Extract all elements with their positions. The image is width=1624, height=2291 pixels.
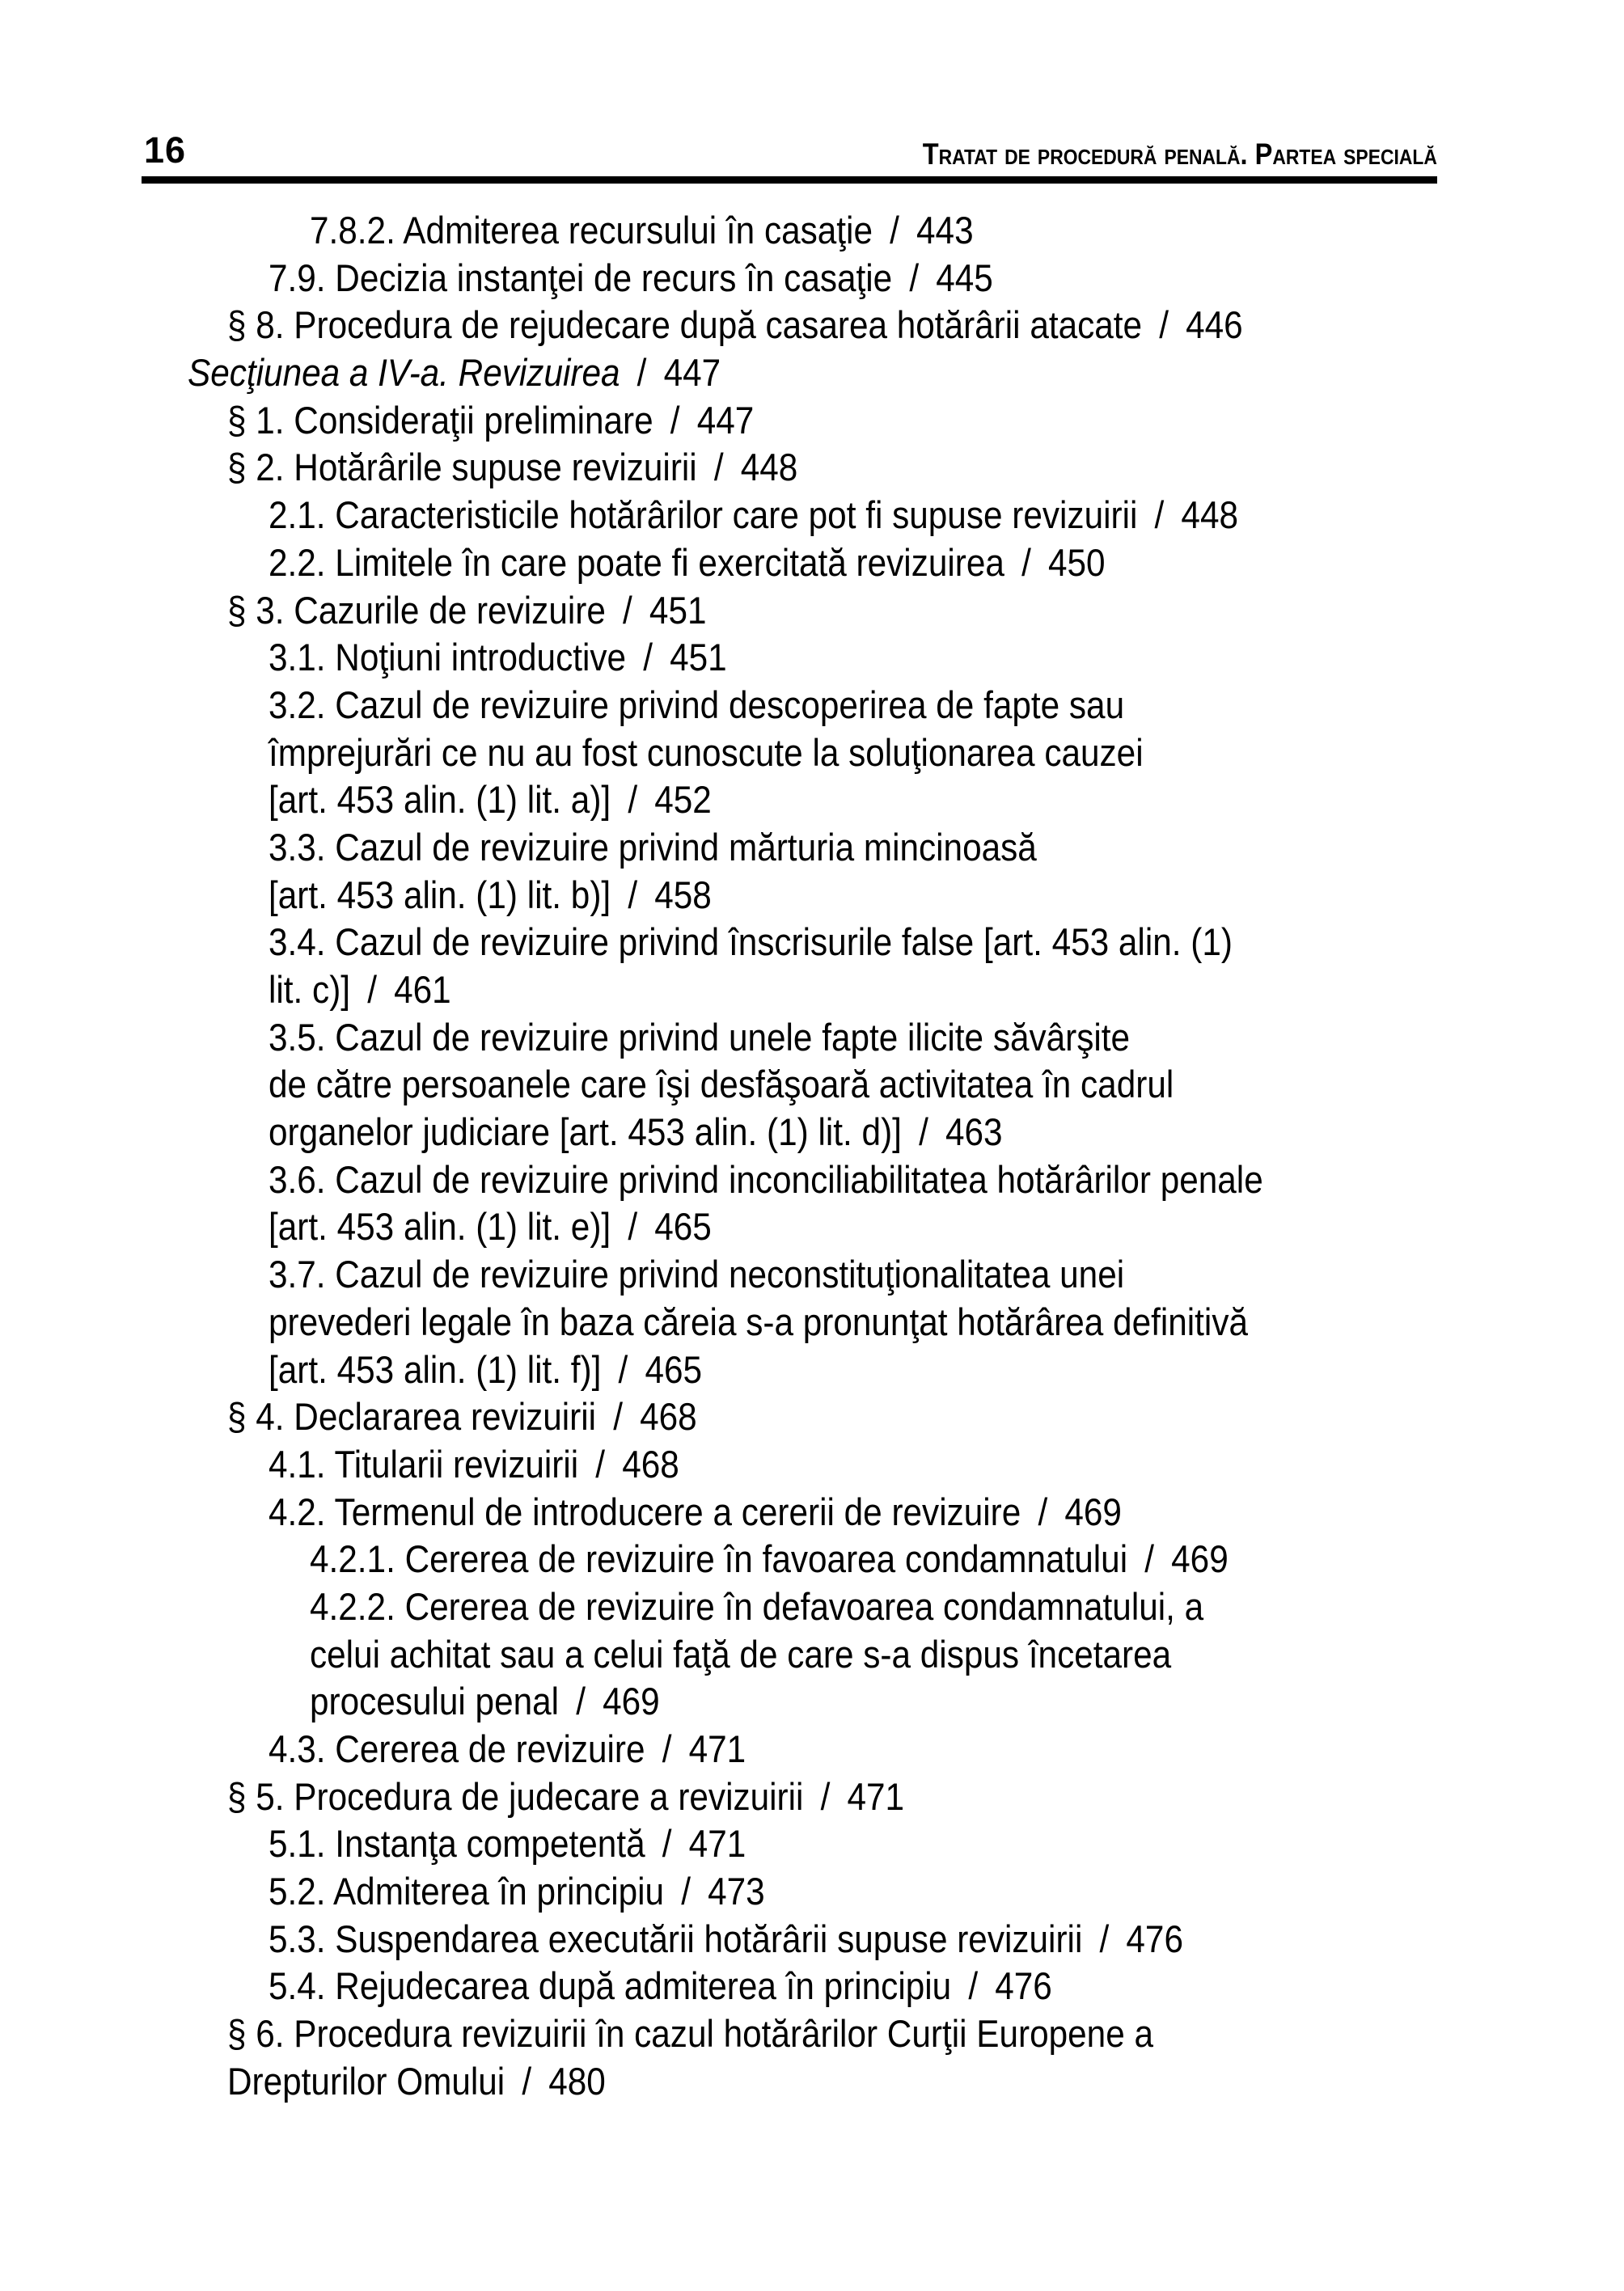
toc-entry-text: 3.5. Cazul de revizuire privind unele fapte ilicite săvârşite — [269, 1015, 1131, 1059]
toc-page-ref: / 465 — [601, 1348, 702, 1391]
toc-entry-text: [art. 453 alin. (1) lit. a)] — [269, 778, 611, 822]
toc-entry-text: [art. 453 alin. (1) lit. f)] — [269, 1347, 602, 1391]
toc-line-inner — [269, 776, 712, 824]
toc-line — [0, 919, 1624, 966]
toc-line — [0, 1251, 1624, 1299]
toc-entry-text: § 2. Hotărârile supuse revizuirii — [227, 446, 697, 489]
toc-entry-text: 4.2. Termenul de introducere a cererii de revizuire — [269, 1490, 1021, 1533]
toc-line — [0, 1061, 1624, 1109]
toc-line — [0, 1916, 1624, 1963]
toc-entry-text: 4.1. Titularii revizuirii — [269, 1442, 579, 1486]
toc-page-ref: / 446 — [1142, 303, 1243, 346]
toc-line — [0, 255, 1624, 302]
toc-line — [0, 1868, 1624, 1916]
toc-line — [0, 1820, 1624, 1868]
toc-entry-text: § 6. Procedura revizuirii în cazul hotărârilor Curţii Europene a — [227, 2012, 1153, 2056]
toc-line — [0, 1536, 1624, 1583]
page-number: 16 — [144, 129, 187, 171]
toc-page-ref: / 468 — [578, 1443, 679, 1486]
toc-page-ref: / 451 — [626, 636, 727, 678]
toc-entry-text: de către persoanele care îşi desfăşoară activitatea în cadrul — [269, 1063, 1174, 1106]
toc-page-ref: / 447 — [653, 399, 755, 442]
header-rule — [142, 176, 1437, 184]
toc-line — [0, 397, 1624, 445]
toc-page-ref: / 452 — [611, 778, 712, 821]
toc-page-ref: / 476 — [951, 1964, 1052, 2007]
toc-page-ref: / 450 — [1004, 541, 1106, 584]
toc-line — [0, 872, 1624, 919]
toc-entry-text: 3.2. Cazul de revizuire privind descoperirea de fapte sau — [269, 683, 1125, 726]
toc-entry-text: Secţiunea a IV-a. Revizuirea — [188, 351, 620, 395]
toc-line-inner — [269, 682, 1124, 729]
toc-line-inner — [269, 1820, 746, 1868]
toc-line — [0, 776, 1624, 824]
toc-line — [0, 1583, 1624, 1631]
toc-line-inner — [269, 1963, 1052, 2010]
toc-line-inner — [310, 1583, 1203, 1631]
toc-line — [0, 1489, 1624, 1536]
toc-entry-text: organelor judiciare [art. 453 alin. (1) lit. d)] — [269, 1110, 902, 1154]
toc-line — [0, 1441, 1624, 1489]
toc-entry-text: Drepturilor Omului — [227, 2059, 505, 2103]
toc-page-ref: / 448 — [1137, 493, 1238, 536]
toc-entry-text: 5.2. Admiterea în principiu — [269, 1870, 665, 1913]
toc-line-inner — [269, 1489, 1122, 1536]
toc-line-inner — [227, 2058, 606, 2106]
toc-line-inner — [269, 729, 1144, 777]
toc-entry-text: § 5. Procedura de judecare a revizuirii — [227, 1774, 804, 1818]
toc-line-inner — [269, 872, 712, 919]
toc-page-ref: / 468 — [596, 1395, 697, 1438]
toc-entry-text: 4.2.1. Cererea de revizuire în favoarea condamnatului — [310, 1537, 1128, 1581]
toc-entry-text: 7.8.2. Admiterea recursului în casaţie — [310, 209, 873, 252]
toc-entry-text: împrejurări ce nu au fost cunoscute la soluţionarea cauzei — [269, 730, 1144, 774]
toc-line-inner — [269, 1441, 679, 1489]
toc-page-ref: / 447 — [620, 351, 721, 394]
toc-line-inner — [269, 966, 451, 1014]
toc-line — [0, 682, 1624, 729]
toc-line — [0, 824, 1624, 872]
toc-page-ref: / 458 — [611, 873, 712, 916]
toc-line — [0, 1203, 1624, 1251]
toc-page-ref: / 476 — [1082, 1917, 1183, 1960]
toc-line-inner — [269, 1061, 1174, 1109]
toc-entry-text: 3.7. Cazul de revizuire privind neconstituţionalitatea unei — [269, 1253, 1125, 1296]
toc-entry-text: procesului penal — [310, 1680, 560, 1723]
toc-page-ref: / 461 — [350, 968, 451, 1011]
toc-line — [0, 966, 1624, 1014]
toc-line — [0, 634, 1624, 682]
toc-entry-text: prevederi legale în baza căreia s-a pronunţat hotărârea definitivă — [269, 1300, 1249, 1343]
toc-line — [0, 729, 1624, 777]
toc-line — [0, 444, 1624, 492]
toc-line — [0, 1726, 1624, 1773]
table-of-contents — [0, 207, 1624, 2106]
toc-line-inner — [269, 255, 993, 302]
toc-entry-text: 5.3. Suspendarea executării hotărârii supuse revizuirii — [269, 1917, 1083, 1960]
toc-line-inner — [269, 1109, 1003, 1156]
toc-line-inner — [269, 1868, 765, 1916]
toc-entry-text: [art. 453 alin. (1) lit. e)] — [269, 1205, 611, 1249]
toc-line-inner — [227, 2010, 1153, 2058]
toc-line — [0, 302, 1624, 349]
toc-line-inner — [269, 919, 1233, 966]
toc-line-inner — [269, 539, 1106, 587]
toc-line-inner — [310, 207, 974, 255]
toc-entry-text: 3.6. Cazul de revizuire privind inconciliabilitatea hotărârilor penale — [269, 1157, 1263, 1201]
toc-line-inner — [310, 1631, 1171, 1679]
toc-line — [0, 1299, 1624, 1346]
toc-page-ref: / 469 — [1127, 1537, 1229, 1580]
toc-line — [0, 1109, 1624, 1156]
toc-line-inner — [227, 587, 707, 635]
toc-entry-text: 2.1. Caracteristicile hotărârilor care pot fi supuse revizuirii — [269, 493, 1138, 537]
toc-line-inner — [269, 1203, 712, 1251]
toc-entry-text: § 8. Procedura de rejudecare după casarea hotărârii atacate — [227, 303, 1143, 347]
toc-line — [0, 207, 1624, 255]
toc-line — [0, 1393, 1624, 1441]
toc-line-inner — [269, 492, 1238, 539]
toc-page-ref: / 448 — [697, 446, 798, 488]
toc-line — [0, 1631, 1624, 1679]
toc-page-ref: / 469 — [559, 1680, 660, 1722]
toc-line-inner — [269, 1346, 702, 1394]
toc-page-ref: / 463 — [902, 1110, 1003, 1153]
toc-entry-text: § 3. Cazurile de revizuire — [227, 588, 606, 632]
toc-line — [0, 539, 1624, 587]
toc-line — [0, 1678, 1624, 1726]
toc-line-inner — [227, 302, 1243, 349]
toc-line — [0, 587, 1624, 635]
toc-page-ref: / 469 — [1021, 1490, 1122, 1533]
toc-page-ref: / 471 — [803, 1775, 904, 1818]
toc-page-ref: / 473 — [664, 1870, 765, 1913]
toc-page-ref: / 465 — [611, 1205, 712, 1248]
toc-line-inner — [269, 1156, 1263, 1204]
toc-entry-text: 4.3. Cererea de revizuire — [269, 1727, 645, 1770]
toc-page-ref: / 471 — [645, 1727, 746, 1770]
toc-line-inner — [269, 1726, 746, 1773]
toc-line — [0, 349, 1624, 397]
toc-line — [0, 2010, 1624, 2058]
toc-line-inner — [227, 444, 797, 492]
toc-page-ref: / 443 — [873, 209, 974, 252]
toc-entry-text: § 1. Consideraţii preliminare — [227, 398, 653, 442]
toc-line-inner — [269, 1916, 1183, 1963]
toc-line-inner — [227, 1393, 697, 1441]
toc-entry-text: 2.2. Limitele în care poate fi exercitată revizuirea — [269, 540, 1004, 584]
toc-entry-text: § 4. Declararea revizuirii — [227, 1395, 597, 1439]
toc-entry-text: 3.1. Noţiuni introductive — [269, 636, 627, 679]
toc-page-ref: / 471 — [645, 1822, 746, 1865]
toc-line — [0, 1014, 1624, 1062]
toc-line-inner — [269, 1299, 1248, 1346]
running-title: Tratat de procedură penală. Partea specială — [922, 137, 1437, 171]
toc-line-inner — [227, 1773, 904, 1821]
toc-line-inner — [188, 349, 721, 397]
toc-line — [0, 2058, 1624, 2106]
toc-entry-text: 3.4. Cazul de revizuire privind înscrisurile false [art. 453 alin. (1) — [269, 920, 1233, 964]
toc-line — [0, 1346, 1624, 1394]
toc-entry-text: 7.9. Decizia instanţei de recurs în casaţie — [269, 256, 893, 299]
toc-line-inner — [269, 1251, 1124, 1299]
toc-line — [0, 1156, 1624, 1204]
toc-line-inner — [310, 1536, 1229, 1583]
toc-entry-text: lit. c)] — [269, 968, 351, 1011]
toc-line-inner — [310, 1678, 660, 1726]
toc-entry-text: 5.4. Rejudecarea după admiterea în principiu — [269, 1964, 952, 2008]
toc-line — [0, 492, 1624, 539]
toc-line-inner — [269, 634, 727, 682]
toc-page-ref: / 480 — [505, 2060, 606, 2103]
toc-page-ref: / 451 — [606, 589, 707, 632]
toc-line-inner — [269, 824, 1037, 872]
toc-entry-text: celui achitat sau a celui faţă de care s-a dispus încetarea — [310, 1632, 1172, 1676]
toc-entry-text: 3.3. Cazul de revizuire privind mărturia mincinoasă — [269, 825, 1037, 869]
toc-page-ref: / 445 — [892, 256, 993, 299]
toc-line-inner — [227, 397, 754, 445]
toc-line — [0, 1963, 1624, 2010]
toc-line — [0, 1773, 1624, 1821]
toc-entry-text: 5.1. Instanţa competentă — [269, 1822, 645, 1866]
toc-line-inner — [269, 1014, 1130, 1062]
toc-entry-text: [art. 453 alin. (1) lit. b)] — [269, 873, 611, 916]
toc-entry-text: 4.2.2. Cererea de revizuire în defavoarea condamnatului, a — [310, 1584, 1204, 1628]
